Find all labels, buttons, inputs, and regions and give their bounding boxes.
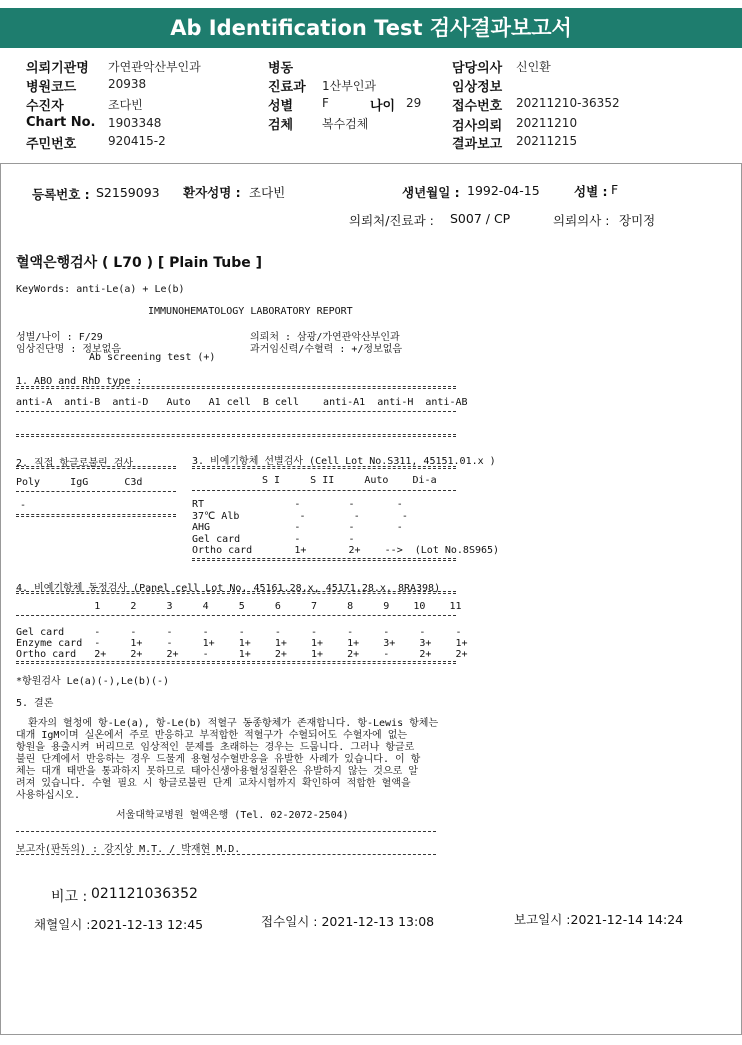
label-sex: 성별 (268, 99, 294, 114)
collection-datetime: 채혈일시 :2021-12-13 12:45 (34, 917, 204, 932)
screening-row-ortho: Ortho card 1+ 2+ --> (Lot No.8S965) (192, 545, 500, 556)
value-attending-doctor: 신인환 (516, 60, 551, 74)
section-3-title: 3. 비예기항체 선별검사 (Cell Lot No.S311, 45151.01.x ) (192, 456, 496, 467)
section-2-title: 2. 직접 항글로불린 검사 (16, 458, 134, 469)
dat-header-row: Poly IgG C3d (16, 477, 143, 488)
panel-row-ortho: Ortho card 2+ 2+ 2+ - 1+ 2+ 1+ 2+ - 2+ 2+ (16, 649, 468, 660)
report-sex-age: 성별/나이 : F/29 (16, 332, 103, 343)
label-hospital-code: 병원코드 (26, 80, 77, 95)
conclusion-line: 불린 단계에서 반응하는 경우 드물게 용혈성수혈반응을 유발한 사례가 있습니다. 이 항 (16, 754, 421, 765)
value-age: 29 (406, 96, 422, 110)
value-examinee: 조다빈 (108, 98, 143, 112)
label-referring-doctor: 의뢰의사 : (553, 213, 610, 228)
label-examinee: 수진자 (26, 99, 64, 114)
value-test-request: 20211210 (516, 116, 578, 130)
section-5-title: 5. 결론 (16, 698, 54, 709)
report-title: Ab Identification Test 검사결과보고서 (0, 8, 742, 48)
panel-row-gel: Gel card - - - - - - - - - - - (16, 627, 462, 638)
divider (16, 831, 436, 832)
divider (16, 854, 436, 855)
label-ward: 병동 (268, 61, 294, 76)
value-resident-no: 920415-2 (108, 134, 166, 148)
value-result-report: 20211215 (516, 134, 578, 148)
divider (16, 591, 456, 594)
screening-row-37c: 37℃ Alb - - - (192, 511, 408, 522)
hospital-contact: 서울대학교병원 혈액은행 (Tel. 02-2072-2504) (116, 810, 349, 821)
label-specimen: 검체 (268, 118, 294, 133)
screening-header-row: S I S II Auto Di-a (262, 475, 437, 486)
screening-row-gel: Gel card - - (192, 534, 355, 545)
label-requesting-institution: 의뢰기관명 (26, 61, 89, 76)
receipt-datetime: 접수일시 : 2021-12-13 13:08 (261, 914, 435, 929)
divider (16, 411, 456, 412)
antigen-test: *항원검사 Le(a)(-),Le(b)(-) (16, 676, 170, 687)
divider (16, 661, 456, 664)
divider (16, 615, 456, 616)
value-sex: F (322, 96, 329, 110)
report-history: 과거임신력/수혈력 : +/정보없음 (250, 344, 403, 355)
label-referring-dept: 의뢰처/진료과 : (349, 213, 434, 228)
conclusion-line: 체는 대개 태반을 통과하지 못하므로 태아신생아용혈성질환은 유발하지 않는 것으로 알 (16, 766, 418, 777)
report-screening: Ab screening test (+) (89, 352, 216, 363)
value-requesting-institution: 가연관악산부인과 (108, 60, 201, 74)
value-patient-name: 조다빈 (249, 185, 286, 200)
panel-header-row: 1 2 3 4 5 6 7 8 9 10 11 (16, 601, 462, 612)
divider (192, 490, 456, 491)
abo-header-row: anti-A anti-B anti-D Auto A1 cell B cell anti-A1 anti-H anti-AB (16, 397, 468, 408)
report-keywords: KeyWords: anti-Le(a) + Le(b) (16, 284, 185, 295)
value-remarks: 021121036352 (91, 886, 198, 902)
report-lab-title: IMMUNOHEMATOLOGY LABORATORY REPORT (148, 306, 353, 317)
divider (16, 434, 456, 437)
divider (192, 558, 456, 561)
label-department: 진료과 (268, 80, 306, 95)
divider (16, 514, 176, 517)
label-test-request: 검사의뢰 (452, 119, 503, 134)
label-result-report: 결과보고 (452, 137, 503, 152)
reporter: 보고자(판독의) : 강지상 M.T. / 박재현 M.D. (16, 844, 241, 855)
label-attending-doctor: 담당의사 (452, 61, 503, 76)
screening-row-rt: RT - - - (192, 499, 403, 510)
value-referring-doctor: 장미정 (619, 213, 656, 228)
value-referring-dept: S007 / CP (450, 211, 511, 226)
label-registration-no: 등록번호 : (32, 187, 90, 202)
label-patient-sex: 성별 : (574, 184, 608, 199)
value-receipt-no: 20211210-36352 (516, 96, 620, 110)
value-patient-sex: F (611, 182, 619, 197)
label-receipt-no: 접수번호 (452, 99, 503, 114)
conclusion-line: 환자의 혈청에 항-Le(a), 항-Le(b) 적혈구 동종항체가 존재합니다. 항-Lewis 항체는 (16, 718, 439, 729)
label-remarks: 비고 : (51, 889, 88, 905)
label-patient-name: 환자성명 : (183, 185, 241, 200)
divider (16, 466, 176, 469)
report-referral: 의뢰처 : 삼광/가연관악산부인과 (250, 332, 400, 343)
label-age: 나이 (370, 99, 396, 114)
conclusion-line: 사용하십시오. (16, 790, 80, 801)
value-chart-no: 1903348 (108, 116, 162, 130)
value-specimen: 복수검체 (322, 117, 369, 131)
label-chart-no: Chart No. (26, 115, 96, 130)
panel-row-enzyme: Enzyme card - 1+ - 1+ 1+ 1+ 1+ 1+ 3+ 3+ 1+ (16, 638, 468, 649)
test-title: 혈액은행검사 ( L70 ) [ Plain Tube ] (16, 255, 263, 271)
conclusion-line: 려져 있습니다. 수혈 필요 시 항글로불린 단계 교차시험까지 확인하여 적합한 혈액을 (16, 778, 411, 789)
conclusion-line: 대개 IgM이며 실온에서 주로 반응하고 부적합한 적혈구가 수혈되어도 수혈자에 없는 (16, 730, 408, 741)
conclusion-line: 항원을 용출시켜 버리므로 임상적인 문제를 초래하는 경우는 드뭅니다. 그러나 항글로 (16, 742, 415, 753)
divider (192, 466, 456, 469)
value-hospital-code: 20938 (108, 77, 147, 91)
value-dob: 1992-04-15 (467, 183, 540, 198)
section-1-title: 1. ABO and RhD type : (16, 376, 143, 387)
label-clinical-info: 임상정보 (452, 80, 503, 95)
report-diagnosis: 임상진단명 : 정보없음 (16, 344, 122, 355)
report-datetime: 보고일시 :2021-12-14 14:24 (514, 912, 684, 927)
section-4-title: 4. 비예기항체 동정검사 (Panel cell Lot No. 45161.28.x, 45171.28.x, 8RA398) (16, 583, 441, 594)
label-dob: 생년월일 : (402, 185, 460, 200)
divider (16, 386, 456, 389)
divider (16, 491, 176, 492)
label-resident-no: 주민번호 (26, 137, 77, 152)
screening-row-ahg: AHG - - - (192, 522, 403, 533)
value-department: 1산부인과 (322, 79, 377, 93)
value-registration-no: S2159093 (96, 185, 160, 200)
dat-result: - (20, 500, 27, 511)
